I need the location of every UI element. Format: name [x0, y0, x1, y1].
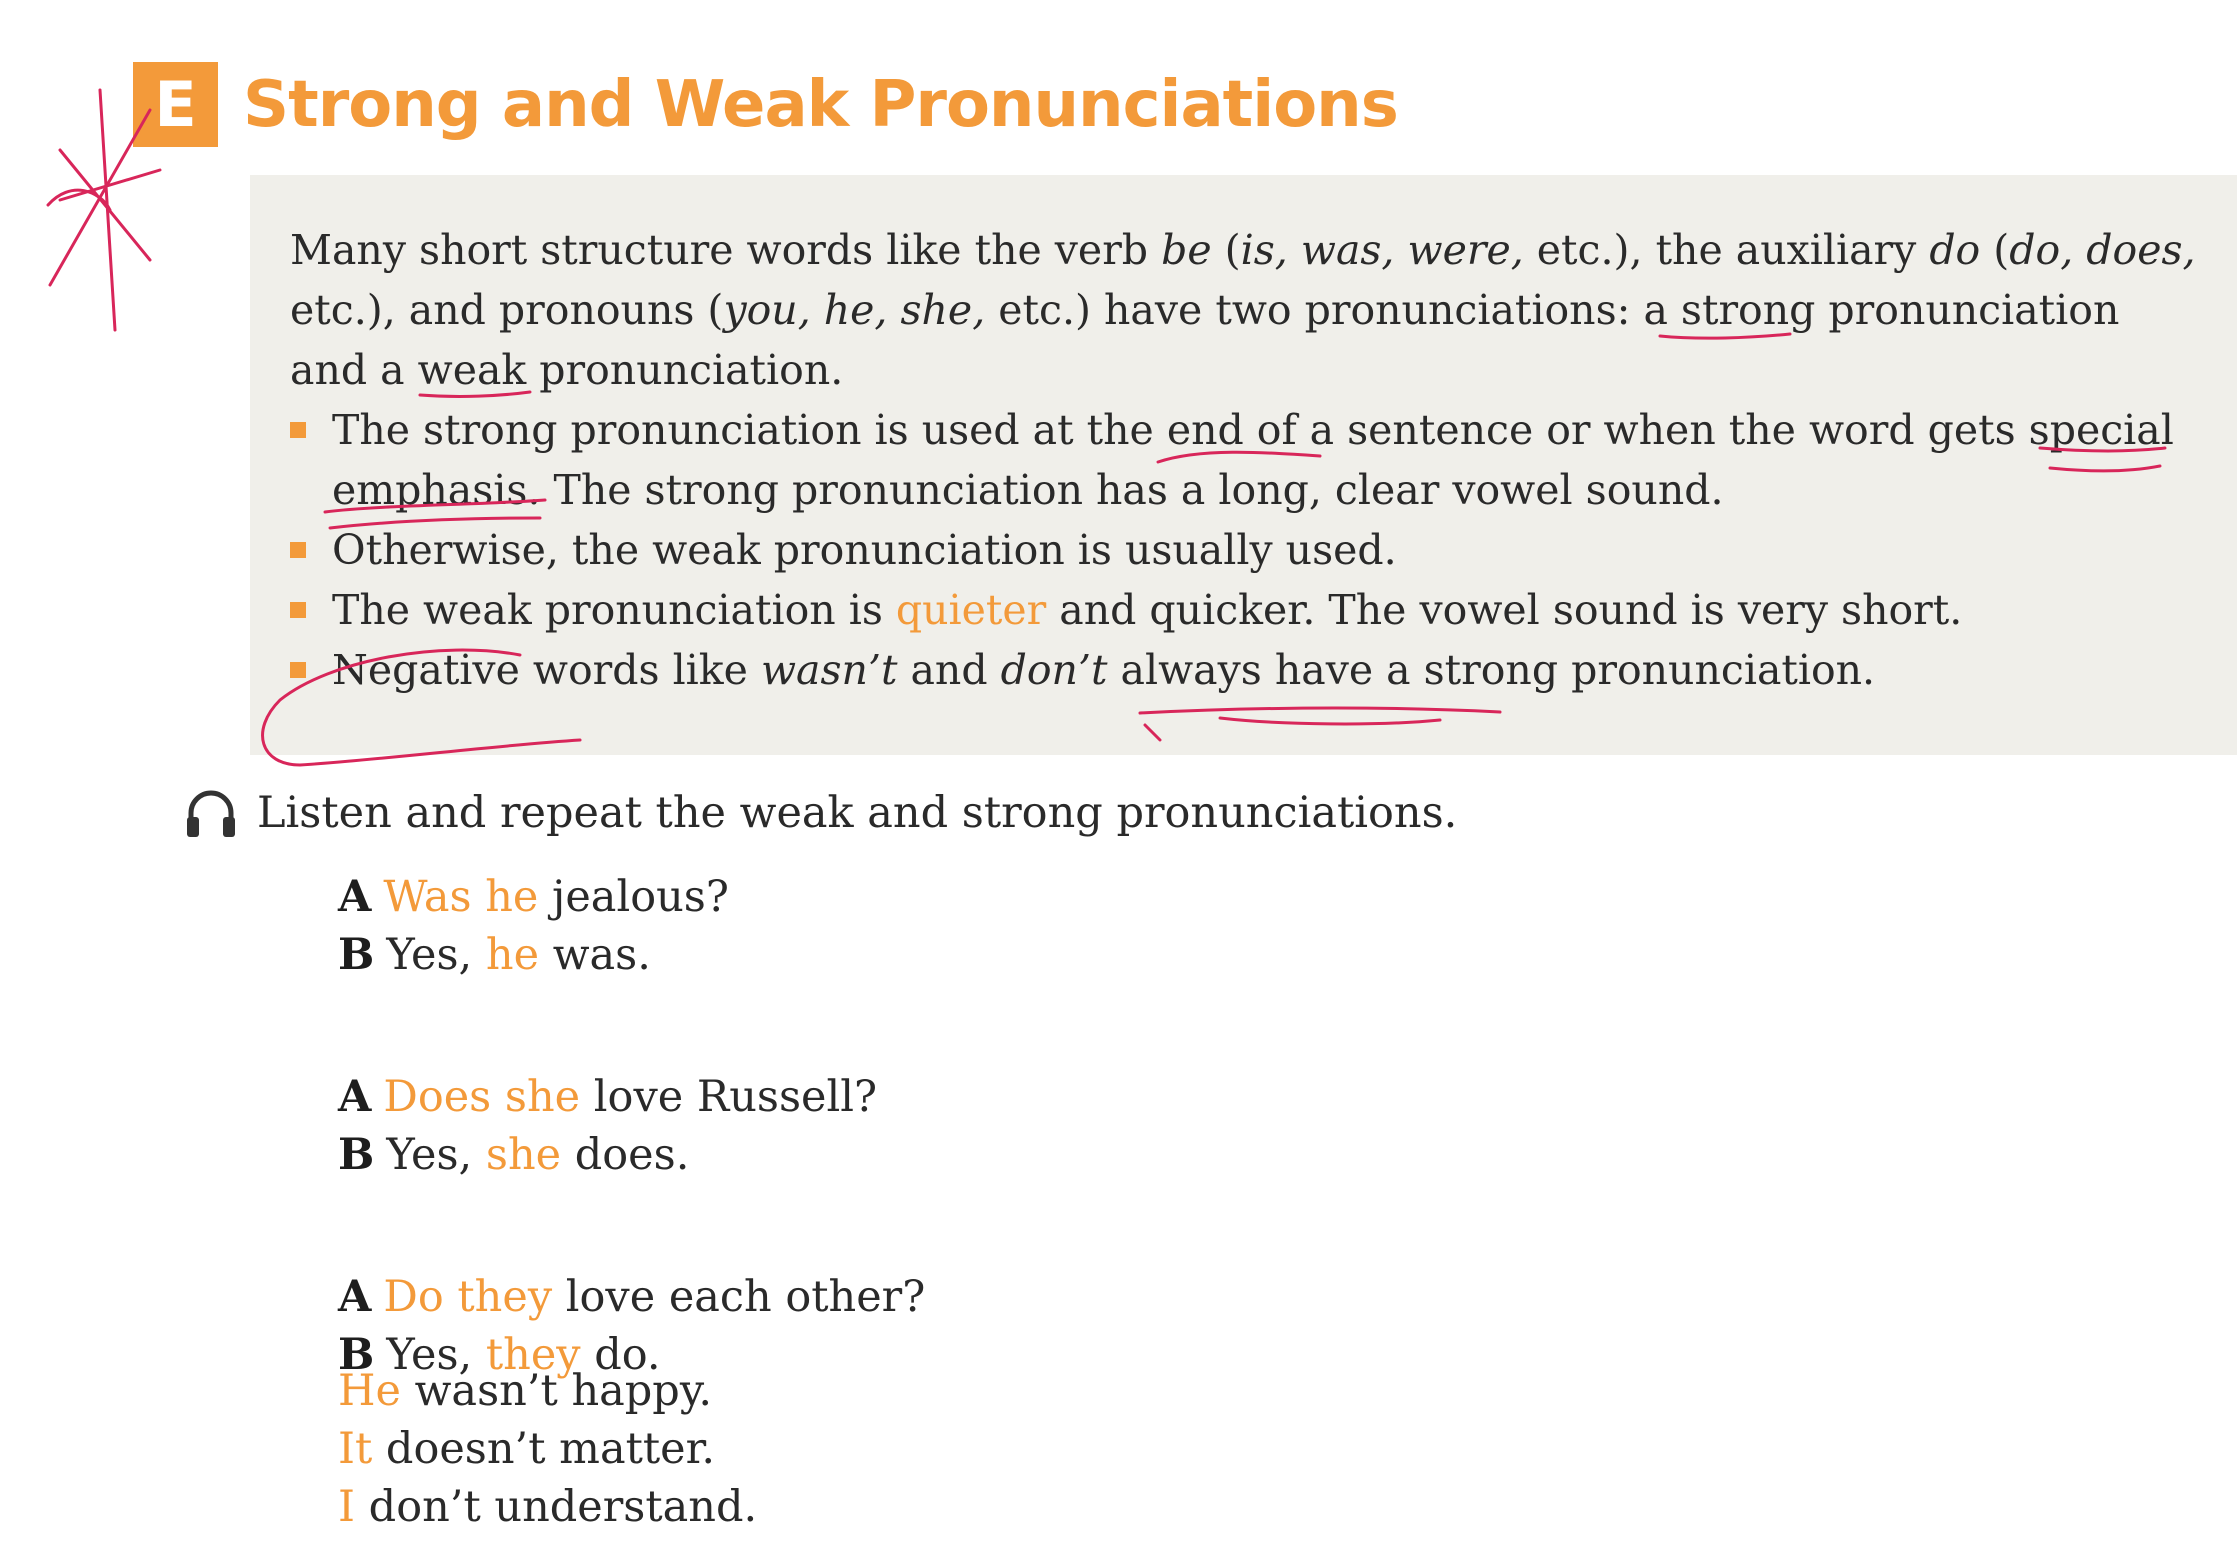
- text-run: and quicker. The vowel sound is very short.: [1046, 586, 1963, 634]
- dialog-line: [338, 868, 925, 926]
- bullet-strong-continued: [290, 460, 2190, 520]
- text-run: doesn’t matter.: [372, 1424, 716, 1474]
- text-run: Yes,: [386, 930, 486, 980]
- bullet-negative-text: [332, 646, 1875, 694]
- dialog-list: [338, 868, 925, 1404]
- highlighted-word: Do they: [383, 1272, 553, 1322]
- info-paragraph-line-3: and a weak pronunciation.: [290, 346, 844, 394]
- text-run: Negative words like: [332, 646, 761, 694]
- italic-text: you, he, she,: [723, 286, 986, 334]
- bullet-otherwise-text: Otherwise, the weak pronunciation is usually used.: [332, 526, 1397, 574]
- bullet-weak-text: [332, 586, 1962, 634]
- bullet-negative: [290, 640, 2190, 700]
- example-sentence: [338, 1478, 757, 1536]
- example-sentences: [338, 1362, 757, 1536]
- text-run: does.: [561, 1130, 690, 1180]
- dialog-1: [338, 868, 925, 984]
- text-run: wasn’t happy.: [400, 1366, 713, 1416]
- highlighted-word: they: [485, 1330, 581, 1380]
- italic-text: is, was, were,: [1240, 226, 1524, 274]
- section-header: [133, 62, 1398, 147]
- listen-instruction: [183, 785, 1457, 841]
- bullet-strong: [290, 400, 2190, 460]
- section-title: Strong and Weak Pronunciations: [243, 67, 1398, 142]
- bullet-strong-text-2: emphasis. The strong pronunciation has a long, clear vowel sound.: [332, 466, 1724, 514]
- highlighted-word: He: [338, 1366, 401, 1416]
- text-run: The weak pronunciation is: [332, 586, 896, 634]
- dialog-line: [338, 1068, 925, 1126]
- highlighted-word: she: [485, 1130, 562, 1180]
- example-sentence: [338, 1420, 757, 1478]
- italic-text: do, does,: [2009, 226, 2196, 274]
- italic-text: wasn’t: [760, 646, 898, 694]
- text-run: don’t understand.: [355, 1482, 758, 1532]
- text-run: and: [897, 646, 1001, 694]
- info-text: [290, 220, 2196, 700]
- bullet-square-icon: [290, 422, 306, 438]
- bullet-square-icon: [290, 662, 306, 678]
- dialog-line: [338, 926, 925, 984]
- bullet-square-icon: [290, 602, 306, 618]
- highlighted-word: he: [485, 930, 540, 980]
- bullet-weak: [290, 580, 2190, 640]
- text-run: Yes,: [386, 1330, 486, 1380]
- speaker-label: B: [338, 1130, 375, 1180]
- bullet-strong-text-1: The strong pronunciation is used at the end of a sentence or when the word gets special: [332, 406, 2174, 454]
- highlighted-word: Does she: [383, 1072, 581, 1122]
- text-run: was.: [539, 930, 651, 980]
- section-letter-badge: E: [133, 62, 218, 147]
- text-run: love Russell?: [580, 1072, 878, 1122]
- text-run: (: [1211, 226, 1241, 274]
- info-paragraph-line-2: [290, 280, 2190, 340]
- text-run: etc.), the auxiliary: [1523, 226, 1930, 274]
- text-run: (: [1980, 226, 2010, 274]
- text-run: love each other?: [552, 1272, 926, 1322]
- bullet-square-icon: [290, 542, 306, 558]
- speaker-label: A: [338, 1072, 372, 1122]
- speaker-label: A: [338, 1272, 372, 1322]
- highlighted-word: quieter: [895, 586, 1047, 634]
- listen-text: Listen and repeat the weak and strong pronunciations.: [257, 788, 1458, 838]
- dialog-line: [338, 1126, 925, 1184]
- text-run: etc.) have two pronunciations: a strong pronunciation: [985, 286, 2120, 334]
- text-run: jealous?: [538, 872, 729, 922]
- text-run: do.: [580, 1330, 661, 1380]
- text-run: etc.), and pronouns (: [290, 286, 724, 334]
- text-run: Yes,: [386, 1130, 486, 1180]
- text-run: always have a strong pronunciation.: [1107, 646, 1876, 694]
- dialog-line: [338, 1268, 925, 1326]
- text-run: Many short structure words like the verb: [290, 226, 1162, 274]
- speaker-label: B: [338, 1330, 375, 1380]
- italic-text: don’t: [1000, 646, 1108, 694]
- highlighted-word: Was he: [383, 872, 539, 922]
- headphones-icon[interactable]: [183, 785, 239, 841]
- dialog-2: [338, 1068, 925, 1184]
- info-paragraph-line-1: [290, 220, 2196, 280]
- speaker-label: A: [338, 872, 372, 922]
- bullet-otherwise: [290, 520, 2190, 580]
- italic-text: be: [1161, 226, 1212, 274]
- example-sentence: [338, 1362, 757, 1420]
- highlighted-word: I: [338, 1482, 355, 1532]
- speaker-label: B: [338, 930, 375, 980]
- highlighted-word: It: [338, 1424, 373, 1474]
- italic-text: do: [1929, 226, 1981, 274]
